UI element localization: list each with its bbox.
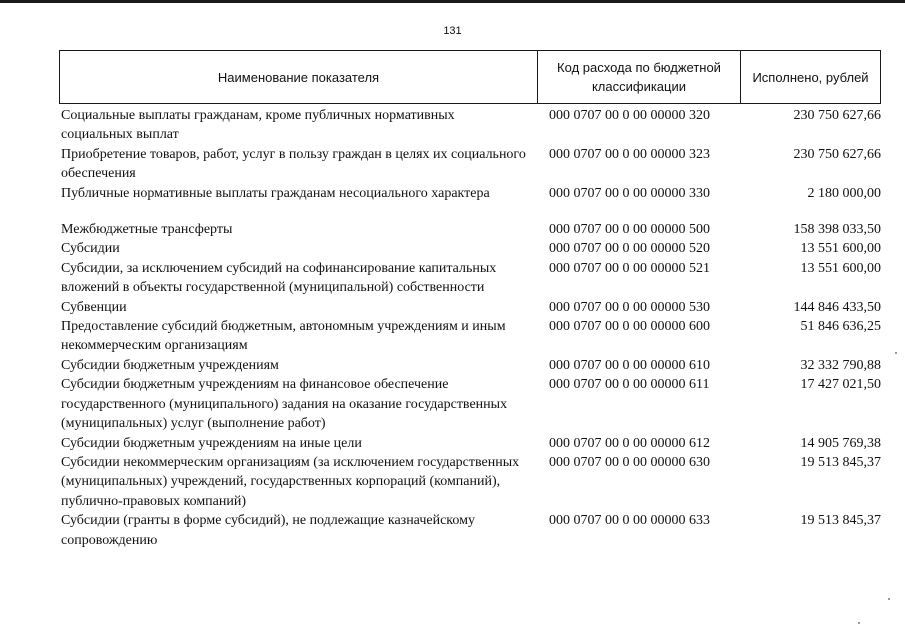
table-row [61,453,883,511]
header-code-cell: Код расхода по бюджетной классификации [538,51,741,103]
row-code: 000 0707 00 0 00 00000 630 [549,454,710,470]
row-amount: 14 905 769,38 [800,435,881,451]
row-code: 000 0707 00 0 00 00000 520 [549,241,710,257]
table-row [61,184,883,203]
scan-speck [858,622,860,624]
table-row [61,375,883,433]
table-header [59,50,881,104]
row-code: 000 0707 00 0 00 00000 500 [549,222,710,238]
row-amount: 13 551 600,00 [800,241,881,257]
row-name: Субсидии некоммерческим организациям (за исключением государственных (муниципальных) учреждений, государственных корпораций (компаний), публично-правовых компаний) [61,454,520,509]
table-row [61,356,883,375]
table-body [61,106,883,550]
row-name: Субсидии [61,241,120,257]
row-amount: 158 398 033,50 [793,222,881,238]
row-code: 000 0707 00 0 00 00000 611 [549,377,710,393]
scan-speck [895,352,897,354]
row-code: 000 0707 00 0 00 00000 612 [549,435,710,451]
row-code: 000 0707 00 0 00 00000 610 [549,357,710,373]
row-code: 000 0707 00 0 00 00000 600 [549,319,710,335]
row-code: 000 0707 00 0 00 00000 330 [549,185,710,201]
row-amount: 13 551 600,00 [800,260,881,276]
header-amount-cell: Исполнено, рублей [752,69,869,85]
table-row [61,239,883,258]
row-name: Межбюджетные трансферты [61,222,233,238]
row-amount: 230 750 627,66 [793,146,881,162]
table-row [61,259,883,298]
row-amount: 230 750 627,66 [793,108,881,123]
row-name: Публичные нормативные выплаты гражданам несоциального характера [61,185,490,201]
table-row [61,317,883,356]
table-row [61,145,883,184]
table-row [61,434,883,453]
row-amount: 17 427 021,50 [800,377,881,393]
row-code: 000 0707 00 0 00 00000 320 [549,108,710,123]
row-spacer [61,203,883,220]
row-amount: 19 513 845,37 [800,454,881,470]
row-name: Субсидии (гранты в форме субсидий), не подлежащие казначейскому сопровождению [61,513,475,548]
row-name: Приобретение товаров, работ, услуг в пользу граждан в целях их социального обеспечения [61,146,526,182]
row-name: Предоставление субсидий бюджетным, автономным учреждениям и иным некоммерческим организациям [61,319,506,354]
row-code: 000 0707 00 0 00 00000 530 [549,299,710,315]
row-name: Субсидии, за исключением субсидий на софинансирование капитальных вложений в объекты государственной (муниципальной) собственности [61,260,497,296]
row-name: Социальные выплаты гражданам, кроме публичных нормативных социальных выплат [61,108,455,143]
row-amount: 51 846 636,25 [800,319,881,335]
row-amount: 32 332 790,88 [800,357,881,373]
row-name: Субвенции [61,299,127,315]
row-amount: 2 180 000,00 [807,185,881,201]
table-row [61,220,883,239]
table-row [61,106,883,145]
table-row [61,298,883,317]
table-row [61,511,883,550]
row-code: 000 0707 00 0 00 00000 323 [549,146,710,162]
row-name: Субсидии бюджетным учреждениям на финансовое обеспечение государственного (муниципального) задания на оказание государственных (муниципальных) услуг (выполнение работ) [61,377,508,432]
row-code: 000 0707 00 0 00 00000 633 [549,513,710,529]
header-name-cell: Наименование показателя [60,51,538,103]
row-name: Субсидии бюджетным учреждениям [61,357,279,373]
row-code: 000 0707 00 0 00 00000 521 [549,260,710,276]
scan-speck [888,598,890,600]
page-number: 131 [443,25,462,37]
row-amount: 144 846 433,50 [793,299,881,315]
row-name: Субсидии бюджетным учреждениям на иные цели [61,435,362,451]
row-amount: 19 513 845,37 [800,513,881,529]
top-border-line [0,0,905,3]
